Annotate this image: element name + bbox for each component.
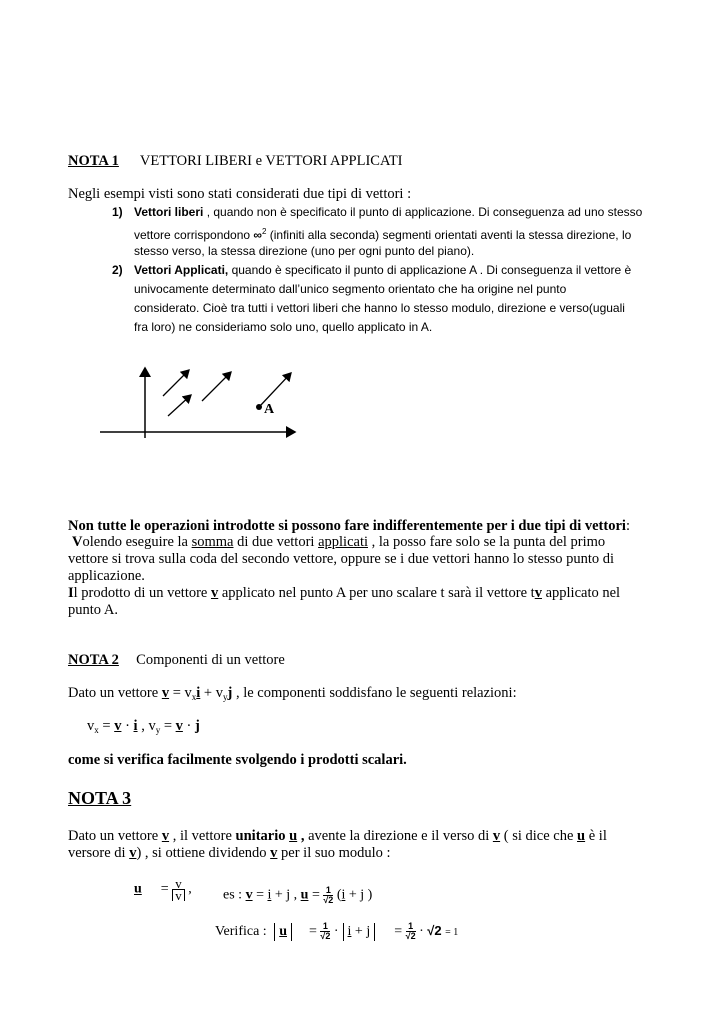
- free-vector-1: [163, 370, 189, 396]
- es-frac-num: 1: [323, 886, 333, 896]
- n3-v: v: [161, 828, 170, 844]
- item1-text1: , quando non è specificato il punto di applicazione. Di conseguenza ad uno stesso: [203, 205, 643, 219]
- nota3-line1: [68, 828, 607, 845]
- rel-vx: v: [87, 718, 95, 734]
- es-plus: +: [271, 887, 287, 903]
- es-sep: ,: [290, 887, 301, 903]
- ver-frac-num: 1: [320, 922, 330, 932]
- es-plus2: +: [345, 887, 361, 903]
- formula-eq: =: [160, 881, 169, 897]
- nota3-label: NOTA 3: [68, 788, 132, 808]
- p1-text-c: , la posso fare solo se la punta del primo: [368, 534, 606, 550]
- infinity-symbol: ∞: [253, 228, 262, 242]
- point-a-label: A: [264, 402, 275, 417]
- item1-line3: stesso verso, la stessa direzione (uno per ogni punto del piano).: [134, 244, 475, 258]
- operations-heading-colon: :: [625, 518, 630, 534]
- p2-initial: I: [68, 585, 74, 601]
- rel-i: i: [133, 718, 138, 734]
- verification-formula: [215, 922, 458, 941]
- operations-p2-line1: [68, 585, 620, 602]
- ver-frac-den: √2: [320, 931, 331, 942]
- n3-text-b: , il vettore: [169, 828, 236, 844]
- nota2-title: Componenti di un vettore: [136, 652, 285, 668]
- n3-text-a: Dato un vettore: [68, 828, 162, 844]
- item2-line1: [112, 261, 631, 280]
- def-sub-x: x: [191, 692, 197, 702]
- operations-p1-line3: applicazione.: [68, 568, 145, 584]
- nota1-intro: Negli esempi visti sono stati considerati due tipi di vettori :: [68, 186, 412, 202]
- item1-heading: Vettori liberi: [134, 205, 204, 219]
- p1-somma: somma: [191, 534, 234, 550]
- example-formula: [223, 886, 372, 905]
- p1-applicati: applicati: [318, 534, 368, 550]
- p1-initial: V: [72, 534, 83, 550]
- es-eq2: =: [308, 887, 324, 903]
- def-eq: = v: [169, 685, 192, 701]
- rel-j: j: [194, 718, 200, 734]
- es-fraction: [323, 886, 333, 905]
- rel-dot1: ·: [121, 718, 134, 734]
- p2-text-a: l prodotto di un vettore: [73, 585, 211, 601]
- es-eq: =: [252, 887, 268, 903]
- n3-comma: ,: [297, 828, 305, 844]
- operations-p1-line2: vettore si trova sulla coda del secondo vettore, oppure se i due vettori hanno lo stesso punto di: [68, 551, 615, 567]
- nota3-line2: [68, 845, 391, 862]
- ver-abs2-bar-left: [343, 923, 344, 941]
- rel-v1: v: [114, 718, 122, 734]
- es-label: es :: [223, 887, 246, 903]
- def-i: i: [196, 685, 201, 701]
- n3-l2-text-a: versore di: [68, 845, 130, 861]
- def-text-b: , le componenti soddisfano le seguenti relazioni:: [232, 685, 517, 701]
- item1-number: 1): [112, 205, 123, 219]
- es-frac-den: √2: [323, 895, 334, 905]
- ver-sqrt: √2: [427, 923, 442, 938]
- ver-abs-bar-left: [274, 923, 275, 941]
- es-paren-open: (: [333, 887, 342, 903]
- def-text-a: Dato un vettore: [68, 685, 162, 701]
- rel-sep: , v: [137, 718, 156, 734]
- rel-dot2: ·: [182, 718, 195, 734]
- ver-i: i: [347, 924, 352, 939]
- formula-numerator: v: [172, 878, 185, 890]
- n3-text-c: avente la direzione e il verso di: [304, 828, 493, 844]
- ver-dot2: ·: [419, 924, 424, 939]
- operations-heading: [68, 518, 630, 535]
- unit-vector-formula: [134, 878, 192, 901]
- n3-l2-v: v: [129, 845, 137, 861]
- p2-tv: v: [534, 585, 542, 601]
- ver-eq2: =: [394, 924, 403, 939]
- n3-text-d: ( si dice che: [500, 828, 578, 844]
- ver-eq: =: [309, 924, 317, 939]
- nota2-definition: [68, 685, 517, 706]
- def-j: j: [227, 685, 233, 701]
- nota2-label: NOTA 2: [68, 652, 119, 668]
- rel-eq2: =: [160, 718, 176, 734]
- nota1-header: [68, 153, 403, 170]
- free-vector-3: [168, 395, 191, 416]
- formula-denominator: v: [172, 890, 185, 901]
- es-paren-close: ): [364, 887, 373, 903]
- item2-line3: considerato. Cioè tra tutti i vettori liberi che hanno lo stesso modulo, direzione e verso(uguali: [134, 301, 625, 315]
- ver-abs2-bar-right: [374, 923, 375, 941]
- item2-text1: quando è specificato il punto di applicazione A . Di conseguenza il vettore è: [228, 263, 632, 277]
- ver-fraction: [320, 922, 330, 941]
- es-u: u: [300, 887, 309, 903]
- p1-text-b: di due vettori: [233, 534, 319, 550]
- ver-result: = 1: [445, 927, 459, 938]
- formula-comma: ,: [188, 881, 192, 897]
- item2-number: 2): [112, 263, 123, 277]
- n3-text-e: è il: [585, 828, 607, 844]
- infinity-exponent: 2: [261, 227, 267, 236]
- item1-text2a: vettore corrispondono: [134, 228, 254, 242]
- p1-text-a: olendo eseguire la: [82, 534, 192, 550]
- ver-fraction2: [406, 922, 416, 941]
- n3-l2-v2: v: [270, 845, 278, 861]
- operations-heading-text: Non tutte le operazioni introdotte si possono fare indifferentemente per i due tipi di vettori: [68, 518, 626, 534]
- formula-fraction: [172, 878, 185, 901]
- item2-line4: fra loro) ne consideriamo solo uno, quello applicato in A.: [134, 320, 433, 334]
- nota1-label: NOTA 1: [68, 153, 119, 169]
- def-sub-y: y: [222, 692, 228, 702]
- ver-abs-bar-right: [291, 923, 292, 941]
- n3-v2: v: [492, 828, 501, 844]
- es-i: i: [267, 887, 272, 903]
- item2-heading: Vettori Applicati,: [134, 263, 229, 277]
- nota2-header: [68, 652, 285, 669]
- n3-l2-text-b: ) , si ottiene dividendo: [136, 845, 271, 861]
- def-v: v: [161, 685, 170, 701]
- free-vector-2: [202, 372, 231, 401]
- n3-l2-text-c: per il suo modulo :: [277, 845, 391, 861]
- operations-p1-line1: [72, 534, 605, 551]
- ver-u: u: [279, 924, 287, 939]
- point-a: [256, 404, 262, 410]
- p2-v: v: [210, 585, 219, 601]
- es-v: v: [245, 887, 253, 903]
- item2-line2: univocamente determinato dall’unico segmento orientato che ha origine nel punto: [134, 282, 567, 296]
- n3-u: u: [289, 828, 298, 844]
- formula-u: u: [134, 881, 142, 897]
- nota2-relations: [87, 718, 200, 739]
- n3-unitario: unitario: [235, 828, 286, 844]
- rel-sub-y: y: [155, 725, 161, 735]
- rel-sub-x: x: [94, 725, 99, 735]
- ver-frac2-den: √2: [405, 931, 416, 942]
- ver-dot: ·: [333, 924, 339, 939]
- p2-text-b: applicato nel punto A per uno scalare t sarà il vettore t: [218, 585, 535, 601]
- es-i2: i: [341, 887, 346, 903]
- def-plus: + v: [200, 685, 223, 701]
- vectors-figure: [95, 360, 305, 440]
- es-j2: j: [360, 887, 365, 903]
- operations-p2-line2: punto A.: [68, 602, 118, 618]
- ver-label: Verifica :: [215, 924, 271, 939]
- ver-plus: +: [351, 924, 367, 939]
- ver-j: j: [366, 924, 371, 939]
- nota1-title: VETTORI LIBERI e VETTORI APPLICATI: [139, 153, 403, 169]
- nota2-conclusion: come si verifica facilmente svolgendo i prodotti scalari.: [68, 752, 407, 768]
- n3-u2: u: [577, 828, 586, 844]
- es-j: j: [286, 887, 291, 903]
- item1-line1: [112, 203, 642, 222]
- p2-text-c: applicato nel: [541, 585, 621, 601]
- rel-v2: v: [175, 718, 183, 734]
- ver-frac2-num: 1: [406, 922, 416, 932]
- item1-text2b: (infiniti alla seconda) segmenti orientati aventi la stessa direzione, lo: [266, 228, 632, 242]
- rel-eq1: =: [98, 718, 115, 734]
